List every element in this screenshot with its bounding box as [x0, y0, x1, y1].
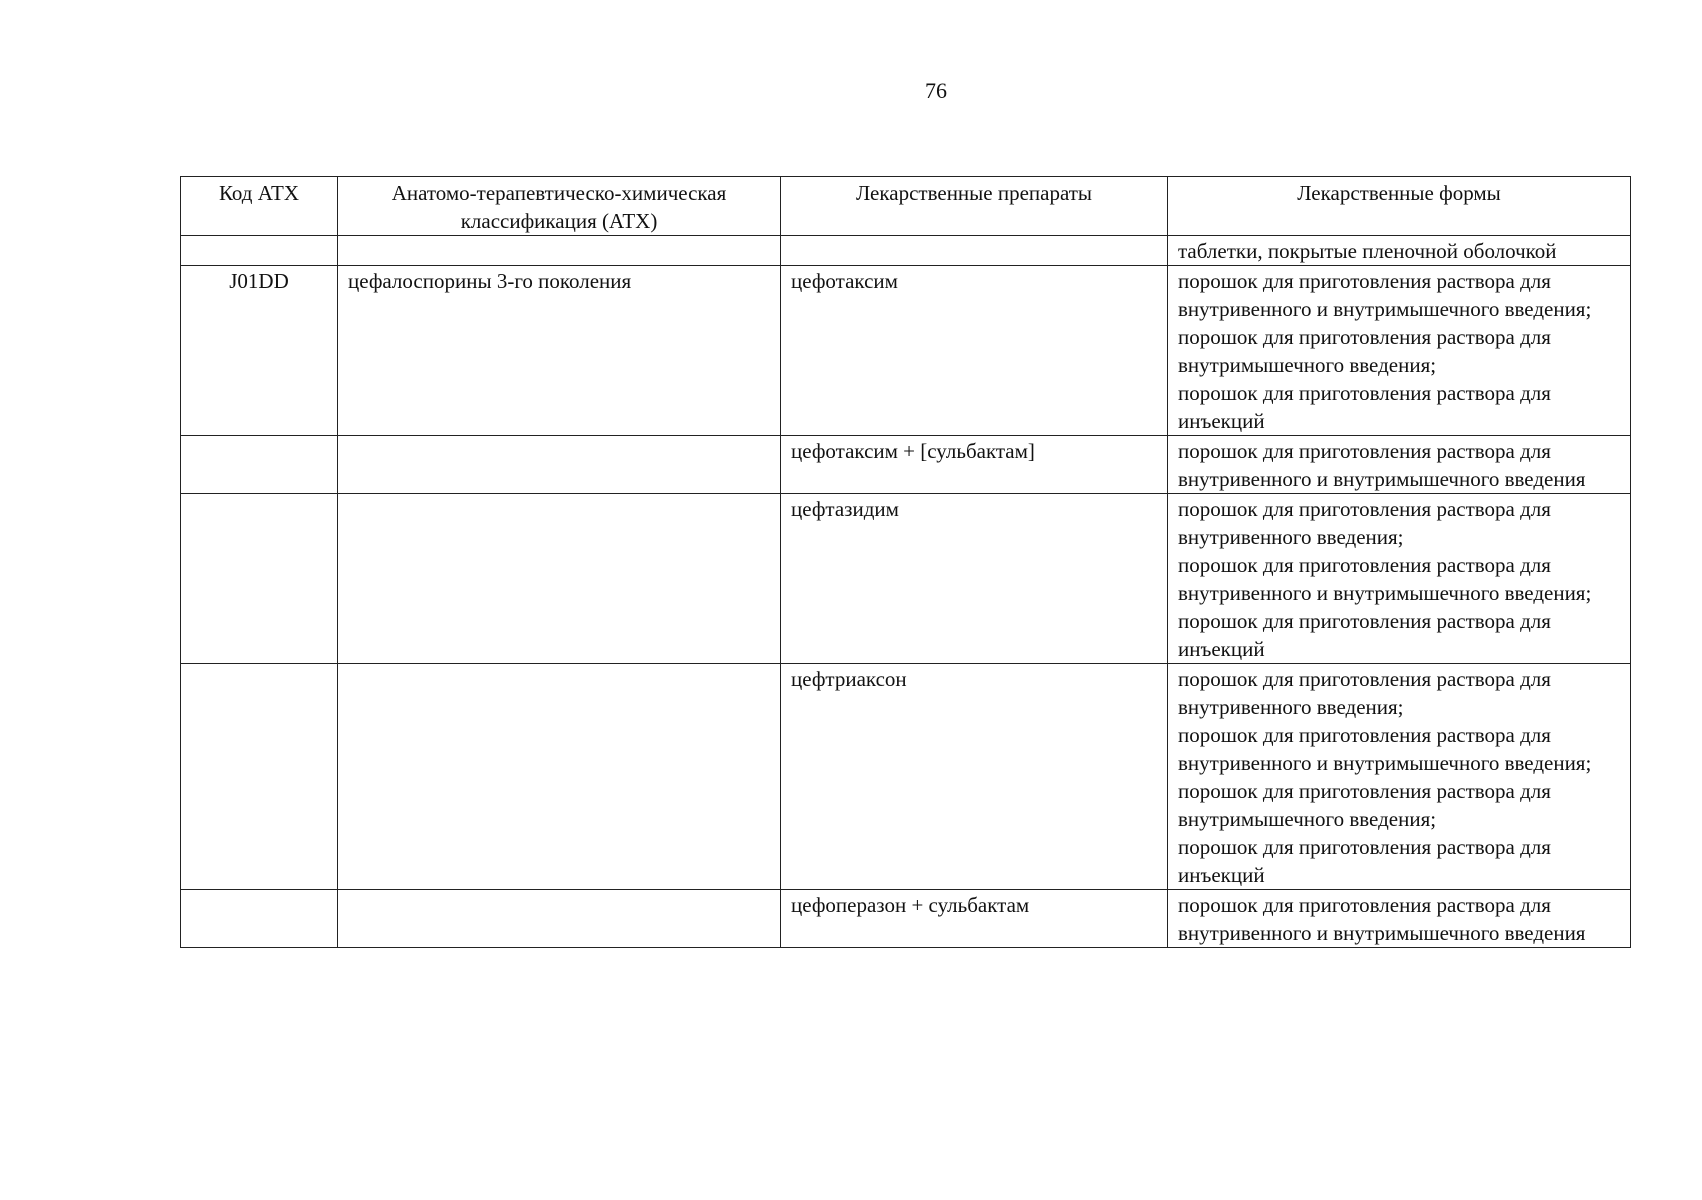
form-line: порошок для приготовления раствора для внутривенного введения;	[1178, 667, 1551, 719]
cell-code	[181, 436, 338, 494]
form-line: порошок для приготовления раствора для инъекций	[1178, 381, 1551, 433]
form-line: порошок для приготовления раствора для инъекций	[1178, 609, 1551, 661]
cell-drug: цефтазидим	[781, 494, 1168, 664]
cell-code	[181, 236, 338, 266]
table-row	[181, 494, 1631, 664]
table-body	[181, 236, 1631, 948]
form-line: порошок для приготовления раствора для внутривенного и внутримышечного введения;	[1178, 553, 1592, 605]
page-number: 76	[925, 78, 947, 103]
form-line: порошок для приготовления раствора для внутривенного и внутримышечного введения;	[1178, 269, 1592, 321]
form-line: порошок для приготовления раствора для инъекций	[1178, 835, 1551, 887]
cell-drug: цефотаксим + [сульбактам]	[781, 436, 1168, 494]
form-line: порошок для приготовления раствора для внутривенного и внутримышечного введения	[1178, 893, 1586, 945]
cell-drug: цефоперазон + сульбактам	[781, 890, 1168, 948]
header-forms: Лекарственные формы	[1168, 177, 1631, 236]
cell-forms	[1168, 890, 1631, 948]
atc-drug-table	[180, 176, 1631, 948]
cell-code: J01DD	[181, 266, 338, 436]
cell-classification	[338, 664, 781, 890]
cell-forms	[1168, 266, 1631, 436]
cell-code	[181, 890, 338, 948]
cell-classification	[338, 494, 781, 664]
table-row	[181, 266, 1631, 436]
cell-forms	[1168, 494, 1631, 664]
table-row	[181, 890, 1631, 948]
cell-drug: цефтриаксон	[781, 664, 1168, 890]
cell-code	[181, 494, 338, 664]
cell-classification: цефалоспорины 3-го поколения	[338, 266, 781, 436]
form-line: таблетки, покрытые пленочной оболочкой	[1178, 239, 1557, 263]
cell-drug	[781, 236, 1168, 266]
cell-forms	[1168, 664, 1631, 890]
cell-code	[181, 664, 338, 890]
table-row	[181, 664, 1631, 890]
cell-forms	[1168, 236, 1631, 266]
table-row-continued	[181, 236, 1631, 266]
form-line: порошок для приготовления раствора для внутривенного введения;	[1178, 497, 1551, 549]
form-line: порошок для приготовления раствора для внутримышечного введения;	[1178, 325, 1551, 377]
header-drugs: Лекарственные препараты	[781, 177, 1168, 236]
cell-classification	[338, 436, 781, 494]
cell-drug: цефотаксим	[781, 266, 1168, 436]
cell-classification	[338, 890, 781, 948]
form-line: порошок для приготовления раствора для внутривенного и внутримышечного введения;	[1178, 723, 1592, 775]
header-code: Код АТХ	[181, 177, 338, 236]
form-line: порошок для приготовления раствора для внутривенного и внутримышечного введения	[1178, 439, 1586, 491]
header-classification: Анатомо-терапевтическо-химическая классификация (АТХ)	[338, 177, 781, 236]
cell-classification	[338, 236, 781, 266]
table-header-row	[181, 177, 1631, 236]
form-line: порошок для приготовления раствора для внутримышечного введения;	[1178, 779, 1551, 831]
cell-forms	[1168, 436, 1631, 494]
table-row	[181, 436, 1631, 494]
